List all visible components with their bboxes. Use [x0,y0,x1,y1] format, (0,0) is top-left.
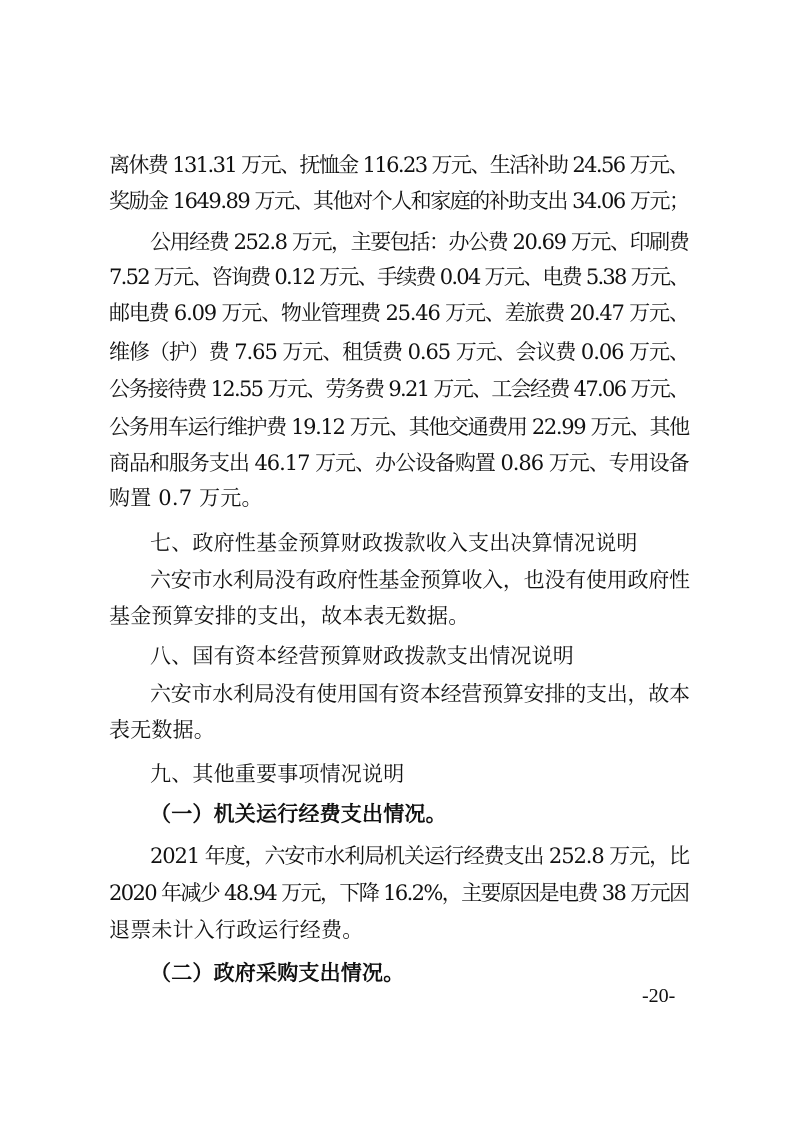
body-line: 2020 年减少 48.94 万元，下降 16.2%，主要原因是电费 38 万元因 [109,881,689,905]
page-number: -20- [642,985,676,1007]
body-line: 表无数据。 [109,718,215,742]
paragraph-first-line: 六安市水利局没有政府性基金预算收入，也没有使用政府性 [150,568,690,592]
paragraph-first-line: 公用经费 252.8 万元，主要包括：办公费 20.69 万元、印刷费 [150,230,689,254]
body-line: 维修（护）费 7.65 万元、租赁费 0.65 万元、会议费 0.06 万元、 [109,340,689,364]
body-line: 7.52 万元、咨询费 0.12 万元、手续费 0.04 万元、电费 5.38 万元、 [109,265,689,289]
body-line: 离休费 131.31 万元、抚恤金 116.23 万元、生活补助 24.56 万元、 [109,153,688,177]
body-line: 商品和服务支出 46.17 万元、办公设备购置 0.86 万元、专用设备 [109,451,689,475]
paragraph-first-line: 2021 年度，六安市水利局机关运行经费支出 252.8 万元，比 [150,844,689,868]
body-line: 购置 0.7 万元。 [109,486,263,510]
section-heading-7: 七、政府性基金预算财政拨款收入支出决算情况说明 [150,531,638,555]
body-line: 公务接待费 12.55 万元、劳务费 9.21 万元、工会经费 47.06 万元、 [109,377,689,401]
body-line: 公务用车运行维护费 19.12 万元、其他交通费用 22.99 万元、其他 [109,415,689,439]
subsection-heading-2: （二）政府采购支出情况。 [150,960,405,985]
subsection-heading-1: （一）机关运行经费支出情况。 [150,801,447,826]
body-line: 基金预算安排的支出，故本表无数据。 [109,604,470,628]
section-heading-8: 八、国有资本经营预算财政拨款支出情况说明 [150,644,574,668]
paragraph-first-line: 六安市水利局没有使用国有资本经营预算安排的支出，故本 [150,682,690,706]
body-line: 奖励金 1649.89 万元、其他对个人和家庭的补助支出 34.06 万元； [109,189,689,213]
body-line: 退票未计入行政运行经费。 [109,918,364,942]
body-line: 邮电费 6.09 万元、物业管理费 25.46 万元、差旅费 20.47 万元、 [109,301,689,325]
section-heading-9: 九、其他重要事项情况说明 [150,762,405,786]
